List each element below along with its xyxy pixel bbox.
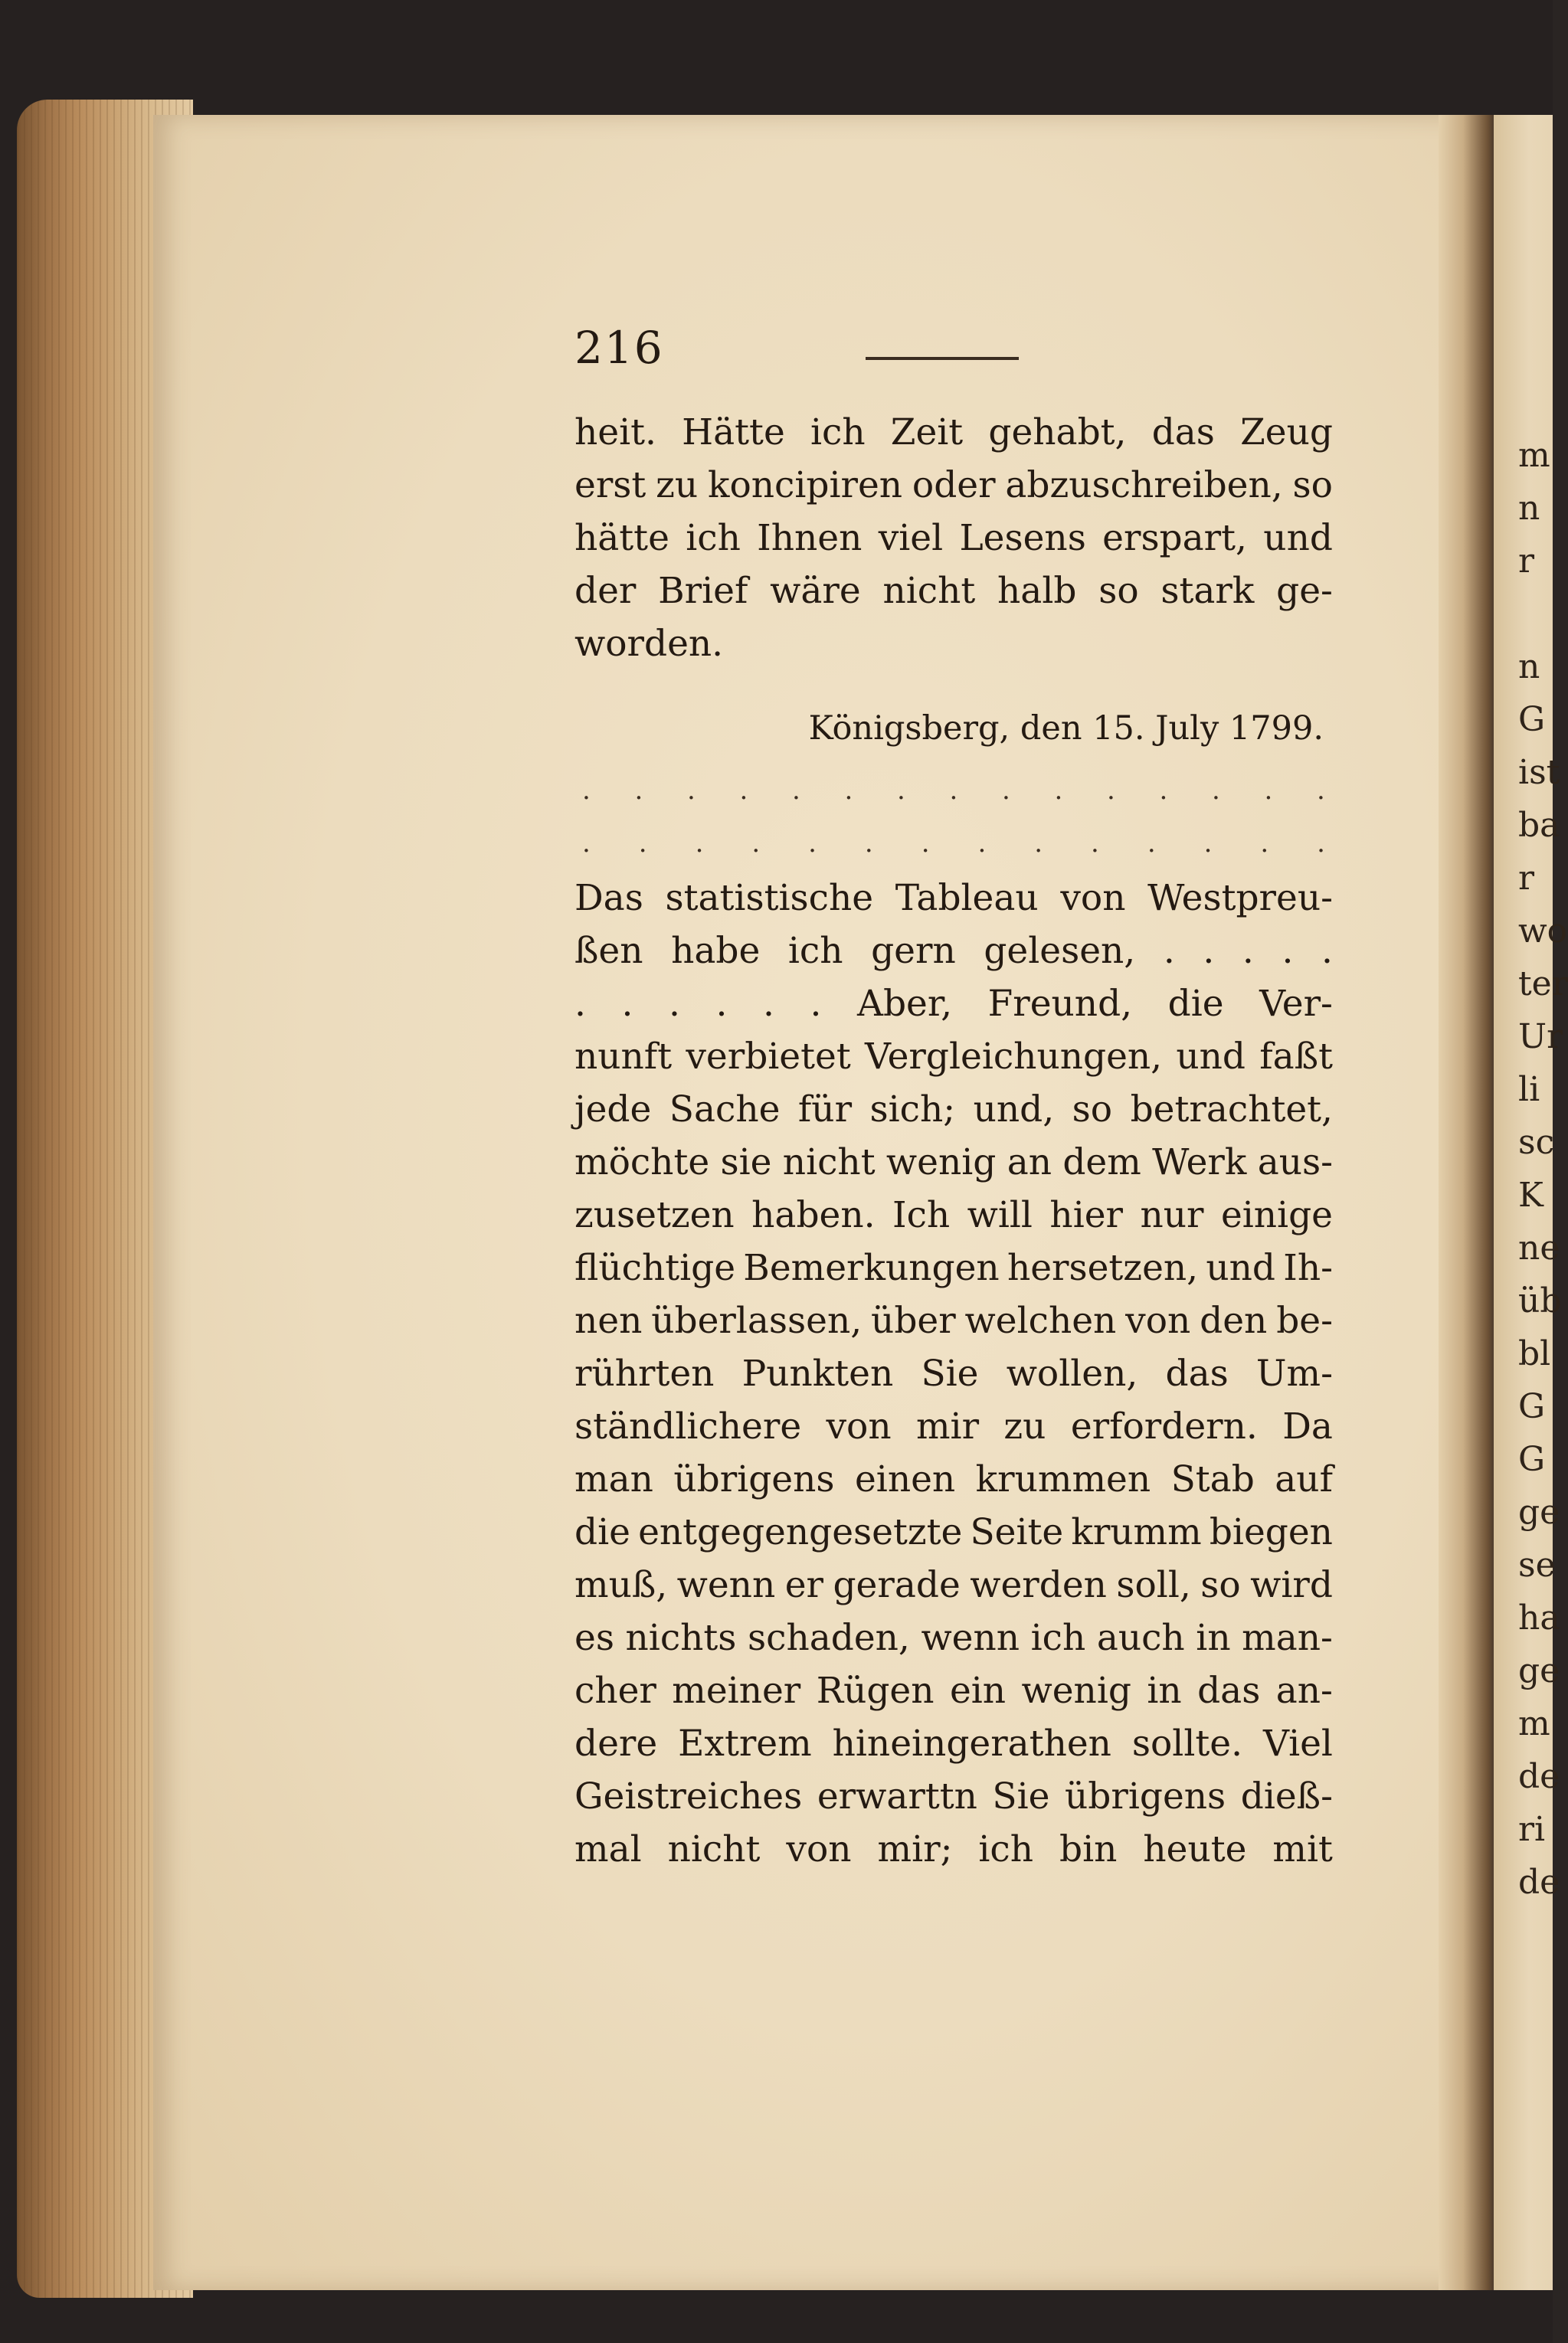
dot-row: . . . . . . . . . . . . . . . bbox=[582, 775, 1325, 806]
word: . bbox=[574, 983, 586, 1025]
word: auf bbox=[1275, 1458, 1333, 1500]
text-line bbox=[574, 872, 1333, 924]
word: . bbox=[1203, 930, 1215, 972]
word: Zeug bbox=[1240, 411, 1333, 453]
word: Ich bbox=[892, 1194, 951, 1236]
word: so bbox=[1292, 464, 1333, 506]
text-line bbox=[574, 512, 1333, 564]
text-line bbox=[574, 1030, 1333, 1083]
word: erfordern. bbox=[1070, 1405, 1258, 1448]
word: über bbox=[871, 1300, 956, 1342]
text-line bbox=[574, 924, 1333, 977]
word: meiner bbox=[672, 1670, 801, 1712]
word: zu bbox=[656, 464, 699, 506]
word: muß, bbox=[574, 1564, 668, 1606]
word: für bbox=[797, 1088, 853, 1131]
word: und bbox=[1206, 1247, 1275, 1289]
word: sich; bbox=[869, 1088, 956, 1131]
word: Rügen bbox=[816, 1670, 935, 1712]
word: Geistreiches bbox=[574, 1775, 803, 1818]
word: gelesen, bbox=[984, 930, 1136, 972]
text-line bbox=[574, 1770, 1333, 1823]
word: überlassen, bbox=[651, 1300, 863, 1342]
word: Hätte bbox=[682, 411, 785, 453]
word: von bbox=[1060, 877, 1126, 919]
word: Sie bbox=[992, 1775, 1050, 1818]
word: der bbox=[574, 570, 637, 612]
text-line bbox=[574, 977, 1333, 1030]
word: Lesens bbox=[959, 517, 1086, 559]
text-line bbox=[574, 617, 1333, 670]
word: nicht bbox=[782, 1141, 876, 1183]
word: Extrem bbox=[678, 1723, 812, 1765]
word: ge- bbox=[1276, 570, 1333, 612]
word: . bbox=[621, 983, 633, 1025]
word: welchen bbox=[964, 1300, 1117, 1342]
word: stark bbox=[1160, 570, 1255, 612]
word: Um- bbox=[1255, 1353, 1333, 1395]
word: mal bbox=[574, 1828, 642, 1870]
book-gutter bbox=[1439, 115, 1500, 2290]
word: nichts bbox=[625, 1617, 737, 1659]
word: nicht bbox=[882, 570, 976, 612]
word: Viel bbox=[1262, 1723, 1333, 1765]
word: hätte bbox=[574, 517, 669, 559]
word: von bbox=[1125, 1300, 1191, 1342]
word: Zeit bbox=[890, 411, 964, 453]
word: koncipiren bbox=[708, 464, 903, 506]
word: ich bbox=[1030, 1617, 1086, 1659]
word: ich bbox=[787, 930, 843, 972]
text-line bbox=[574, 1506, 1333, 1559]
word: erwarttn bbox=[817, 1775, 977, 1818]
word: die bbox=[1167, 983, 1224, 1025]
text-line bbox=[574, 564, 1333, 617]
text-line bbox=[574, 1400, 1333, 1453]
word: wäre bbox=[770, 570, 861, 612]
word: worden. bbox=[574, 623, 724, 665]
word: . bbox=[715, 983, 728, 1025]
word: man- bbox=[1242, 1617, 1333, 1659]
word: gerade bbox=[833, 1564, 961, 1606]
word: Werk bbox=[1152, 1141, 1247, 1183]
word: von bbox=[826, 1405, 892, 1448]
dateline: Königsberg, den 15. July 1799. bbox=[808, 709, 1324, 748]
word: erspart, bbox=[1102, 517, 1247, 559]
text-line bbox=[574, 1083, 1333, 1136]
word: . bbox=[1242, 930, 1254, 972]
facing-page-text-fragments: m n r n G ist ba r wo ter Ur li sc K ne üb bl G G ge se ha ge m de ri de bbox=[1518, 436, 1568, 1902]
word: Stab bbox=[1170, 1458, 1255, 1500]
text-line bbox=[574, 1612, 1333, 1664]
word: Brief bbox=[658, 570, 748, 612]
word: Aber, bbox=[857, 983, 953, 1025]
word: die bbox=[574, 1511, 630, 1553]
word: an bbox=[1007, 1141, 1052, 1183]
word: Das bbox=[574, 877, 643, 919]
word: Da bbox=[1282, 1405, 1333, 1448]
word: in bbox=[1196, 1617, 1231, 1659]
text-line bbox=[574, 1453, 1333, 1506]
word: so bbox=[1200, 1564, 1241, 1606]
paragraph-1 bbox=[574, 406, 1333, 670]
page-text bbox=[574, 322, 1333, 1876]
text-line bbox=[574, 1242, 1333, 1294]
word: Seite bbox=[970, 1511, 1064, 1553]
text-line bbox=[574, 1664, 1333, 1717]
word: heit. bbox=[574, 411, 656, 453]
text-line bbox=[574, 1136, 1333, 1189]
text-line bbox=[574, 1559, 1333, 1612]
word: übrigens bbox=[1065, 1775, 1226, 1818]
word: . bbox=[1163, 930, 1175, 972]
word: oder bbox=[912, 464, 996, 506]
word: hersetzen, bbox=[1007, 1247, 1199, 1289]
word: einen bbox=[854, 1458, 956, 1500]
word: mir bbox=[915, 1405, 980, 1448]
word: flüchtige bbox=[574, 1247, 736, 1289]
word: wollen, bbox=[1006, 1353, 1138, 1395]
word: Punkten bbox=[741, 1353, 894, 1395]
word: von bbox=[786, 1828, 852, 1870]
omission-dots bbox=[574, 764, 1333, 870]
word: dem bbox=[1062, 1141, 1141, 1183]
word: biegen bbox=[1209, 1511, 1333, 1553]
word: wird bbox=[1250, 1564, 1333, 1606]
word: nicht bbox=[667, 1828, 761, 1870]
word: wenig bbox=[885, 1141, 997, 1183]
running-header bbox=[574, 322, 1333, 391]
word: betrachtet, bbox=[1130, 1088, 1333, 1131]
word: Westpreu- bbox=[1147, 877, 1333, 919]
word: möchte bbox=[574, 1141, 710, 1183]
word: gern bbox=[871, 930, 956, 972]
word: Ver- bbox=[1259, 983, 1333, 1025]
word: halb bbox=[997, 570, 1077, 612]
word: heute bbox=[1143, 1828, 1247, 1870]
word: viel bbox=[878, 517, 944, 559]
word: faßt bbox=[1259, 1036, 1333, 1078]
word: nunft bbox=[574, 1036, 673, 1078]
word: wenig bbox=[1021, 1670, 1131, 1712]
text-line bbox=[574, 1717, 1333, 1770]
word: . bbox=[1321, 930, 1333, 972]
word: schaden, bbox=[748, 1617, 910, 1659]
word: ich bbox=[686, 517, 741, 559]
word: Ih- bbox=[1283, 1247, 1333, 1289]
word: Tableau bbox=[895, 877, 1039, 919]
word: . bbox=[810, 983, 822, 1025]
word: Bemerkungen bbox=[743, 1247, 1000, 1289]
word: hier bbox=[1049, 1194, 1124, 1236]
word: und bbox=[1263, 517, 1333, 559]
word: so bbox=[1098, 570, 1139, 612]
word: ich bbox=[978, 1828, 1034, 1870]
word: Freund, bbox=[987, 983, 1133, 1025]
text-line bbox=[574, 1823, 1333, 1876]
word: er bbox=[784, 1564, 823, 1606]
word: . bbox=[763, 983, 774, 1025]
word: . bbox=[669, 983, 680, 1025]
word: zusetzen bbox=[574, 1194, 735, 1236]
word: an- bbox=[1275, 1670, 1333, 1712]
word: ständlichere bbox=[574, 1405, 802, 1448]
word: Ihnen bbox=[757, 517, 863, 559]
word: dere bbox=[574, 1723, 658, 1765]
header-rule bbox=[866, 357, 1019, 360]
word: mit bbox=[1272, 1828, 1333, 1870]
word: cher bbox=[574, 1670, 656, 1712]
word: jede bbox=[574, 1088, 652, 1131]
word: ich bbox=[810, 411, 866, 453]
word: wenn bbox=[921, 1617, 1020, 1659]
word: krumm bbox=[1071, 1511, 1202, 1553]
word: Vergleichungen, bbox=[864, 1036, 1163, 1078]
word: habe bbox=[671, 930, 761, 972]
word: zu bbox=[1003, 1405, 1046, 1448]
word: nur bbox=[1140, 1194, 1204, 1236]
word: gehabt, bbox=[988, 411, 1127, 453]
word: abzuschreiben, bbox=[1005, 464, 1283, 506]
word: statistische bbox=[665, 877, 874, 919]
word: so bbox=[1072, 1088, 1113, 1131]
word: aus- bbox=[1257, 1141, 1333, 1183]
text-line bbox=[574, 459, 1333, 512]
word: einige bbox=[1220, 1194, 1333, 1236]
word: man bbox=[574, 1458, 653, 1500]
word: haben. bbox=[751, 1194, 876, 1236]
word: auch bbox=[1096, 1617, 1185, 1659]
word: das bbox=[1165, 1353, 1229, 1395]
word: in bbox=[1147, 1670, 1182, 1712]
word: krummen bbox=[975, 1458, 1151, 1500]
word: ein bbox=[949, 1670, 1007, 1712]
word: sollte. bbox=[1131, 1723, 1243, 1765]
word: das bbox=[1197, 1670, 1261, 1712]
word: werden bbox=[970, 1564, 1107, 1606]
word: wenn bbox=[676, 1564, 776, 1606]
word: bin bbox=[1059, 1828, 1118, 1870]
text-line bbox=[574, 1294, 1333, 1347]
word: sie bbox=[720, 1141, 772, 1183]
word: Sie bbox=[921, 1353, 979, 1395]
text-line bbox=[574, 1347, 1333, 1400]
word: . bbox=[1282, 930, 1294, 972]
page-number: 216 bbox=[574, 322, 664, 374]
word: und bbox=[1176, 1036, 1246, 1078]
word: das bbox=[1151, 411, 1215, 453]
paragraph-2 bbox=[574, 872, 1333, 1876]
word: verbietet bbox=[686, 1036, 851, 1078]
word: mir; bbox=[877, 1828, 953, 1870]
dot-row: . . . . . . . . . . . . . . bbox=[582, 828, 1325, 859]
word: und, bbox=[973, 1088, 1055, 1131]
word: hineingerathen bbox=[832, 1723, 1111, 1765]
text-line bbox=[574, 1189, 1333, 1242]
word: es bbox=[574, 1617, 614, 1659]
word: nen bbox=[574, 1300, 643, 1342]
word: dieß- bbox=[1240, 1775, 1333, 1818]
word: be- bbox=[1276, 1300, 1333, 1342]
word: übrigens bbox=[673, 1458, 835, 1500]
word: Sache bbox=[669, 1088, 781, 1131]
word: soll, bbox=[1116, 1564, 1191, 1606]
word: entgegengesetzte bbox=[638, 1511, 963, 1553]
text-line bbox=[574, 406, 1333, 459]
word: ßen bbox=[574, 930, 643, 972]
word: den bbox=[1200, 1300, 1268, 1342]
word: rührten bbox=[574, 1353, 715, 1395]
word: erst bbox=[574, 464, 647, 506]
word: will bbox=[967, 1194, 1033, 1236]
